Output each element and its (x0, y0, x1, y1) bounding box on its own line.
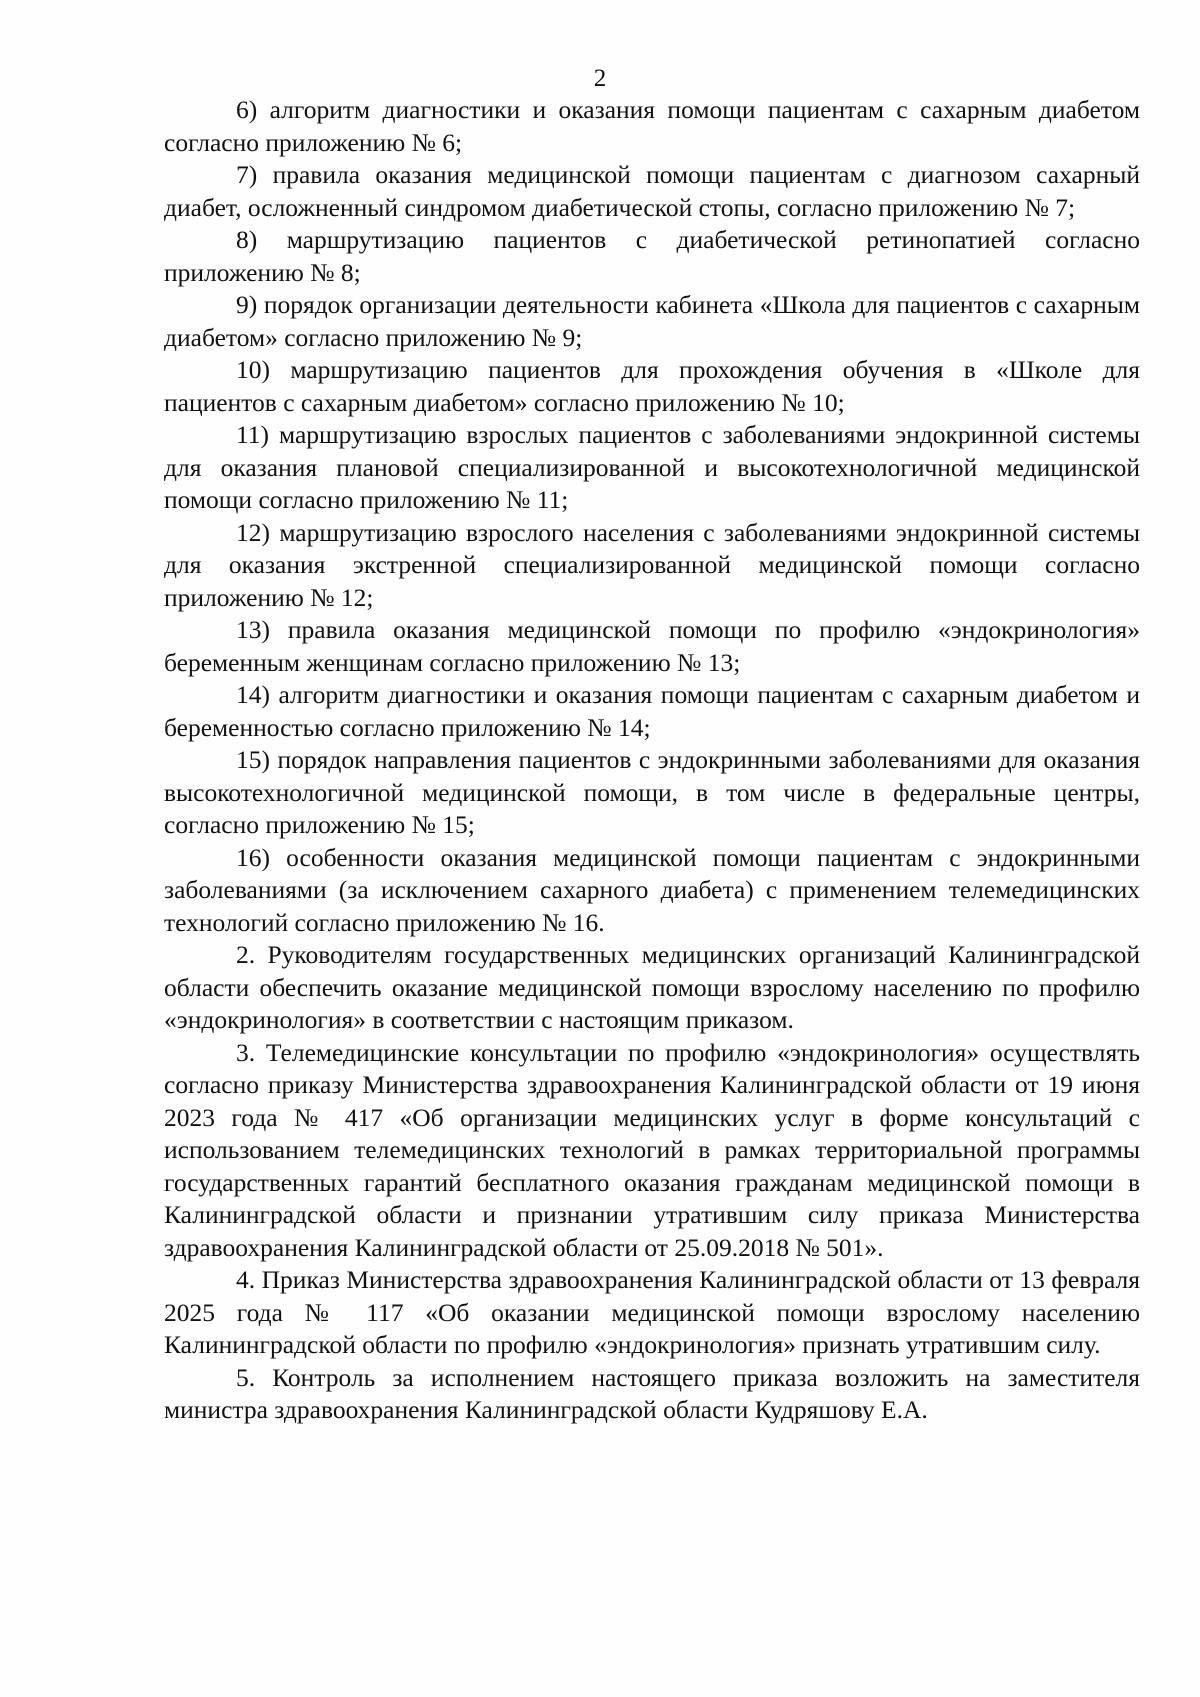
clause-4: 4. Приказ Министерства здравоохранения Калининградской области от 13 февраля 2025 года № 117 «Об оказании медицинской помощи взрослому населению Калининградской области по профилю «эндокринология» признать утратившим силу. (164, 1265, 1140, 1359)
list-item-11: 11) маршрутизацию взрослых пациентов с заболеваниями эндокринной системы для оказания плановой специализированной и высокотехнологичной медицинской помощи согласно приложению № 11; (164, 420, 1140, 514)
list-item-10: 10) маршрутизацию пациентов для прохождения обучения в «Школе для пациентов с сахарным диабетом» согласно приложению № 10; (164, 355, 1140, 417)
list-item-6: 6) алгоритм диагностики и оказания помощи пациентам с сахарным диабетом согласно приложению № 6; (164, 95, 1140, 157)
clause-3: 3. Телемедицинские консультации по профилю «эндокринология» осуществлять согласно приказу Министерства здравоохранения Калининградской области от 19 июня 2023 года № 417 «Об организации медицинских услуг в форме консультаций с использованием телемедицинских технологий в рамках территориальной программы государственных гарантий бесплатного оказания гражданам медицинской помощи в Калининградской области и признании утратившим силу приказа Министерства здравоохранения Калининградской области от 25.09.2018 № 501». (164, 1037, 1140, 1262)
list-item-12: 12) маршрутизацию взрослого населения с заболеваниями эндокринной системы для оказания экстренной специализированной медицинской помощи согласно приложению № 12; (164, 517, 1140, 612)
list-item-13: 13) правила оказания медицинской помощи по профилю «эндокринология» беременным женщинам согласно приложению № 13; (164, 615, 1140, 677)
list-item-15: 15) порядок направления пациентов с эндокринными заболеваниями для оказания высокотехнологичной медицинской помощи, в том числе в федеральные центры, согласно приложению № 15; (164, 745, 1140, 839)
clause-5: 5. Контроль за исполнением настоящего приказа возложить на заместителя министра здравоохранения Калининградской области Кудряшову Е.А. (164, 1362, 1140, 1424)
list-item-9: 9) порядок организации деятельности кабинета «Школа для пациентов с сахарным диабетом» согласно приложению № 9; (164, 290, 1140, 352)
list-item-16: 16) особенности оказания медицинской помощи пациентам с эндокринными заболеваниями (за исключением сахарного диабета) с применением телемедицинских технологий согласно приложению № 16. (164, 842, 1140, 937)
page-number: 2 (593, 65, 607, 92)
list-item-14: 14) алгоритм диагностики и оказания помощи пациентам с сахарным диабетом и беременностью согласно приложению № 14; (164, 680, 1140, 742)
list-item-8: 8) маршрутизацию пациентов с диабетической ретинопатией согласно приложению № 8; (164, 225, 1140, 287)
list-item-7: 7) правила оказания медицинской помощи пациентам с диагнозом сахарный диабет, осложненный синдромом диабетической стопы, согласно приложению № 7; (164, 160, 1140, 222)
clause-2: 2. Руководителям государственных медицинских организаций Калининградской области обеспечить оказание медицинской помощи взрослому населению по профилю «эндокринология» в соответствии с настоящим приказом. (164, 940, 1140, 1034)
document-body (164, 94, 1140, 1427)
